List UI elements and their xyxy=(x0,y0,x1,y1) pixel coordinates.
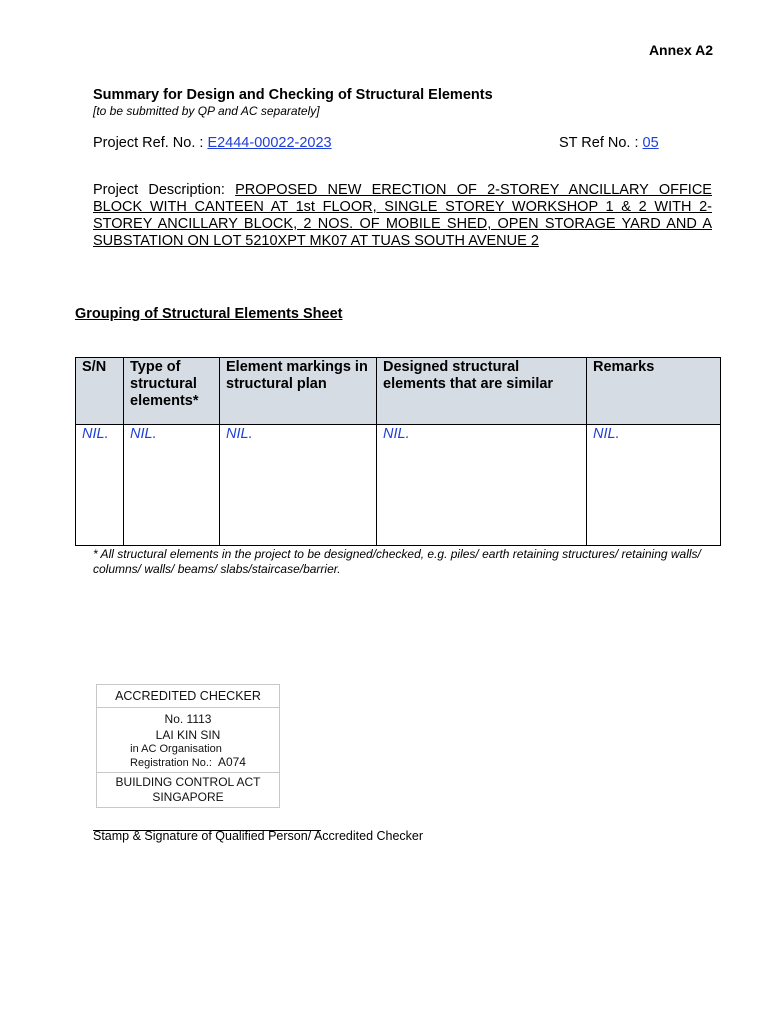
stamp-number: No. 1113 xyxy=(164,712,212,726)
project-description xyxy=(93,182,712,250)
structural-elements-table xyxy=(75,357,721,546)
stamp-body xyxy=(97,708,279,773)
document-title: Summary for Design and Checking of Structural Elements xyxy=(93,87,493,103)
stamp-header: ACCREDITED CHECKER xyxy=(97,685,279,708)
project-ref-line xyxy=(93,135,332,151)
stamp-footer-line2: SINGAPORE xyxy=(152,790,224,804)
header-remarks: Remarks xyxy=(587,358,721,425)
table-header-row xyxy=(76,358,721,425)
st-ref-label: ST Ref No. : xyxy=(559,135,643,151)
stamp-registration xyxy=(97,756,279,770)
stamp-footer xyxy=(97,773,279,807)
table-row xyxy=(76,425,721,546)
stamp-footer-line1: BUILDING CONTROL ACT xyxy=(115,775,261,789)
header-markings: Element markings in structural plan xyxy=(220,358,377,425)
cell-similar: NIL. xyxy=(377,425,587,546)
stamp-reg-label: Registration No.: xyxy=(130,757,212,769)
cell-markings: NIL. xyxy=(220,425,377,546)
st-ref-link[interactable]: 05 xyxy=(642,135,659,151)
signature-label: Stamp & Signature of Qualified Person/ Accredited Checker xyxy=(93,829,424,843)
project-description-value: PROPOSED NEW ERECTION OF 2-STOREY ANCILLARY OFFICE BLOCK WITH CANTEEN AT 1st FLOOR, SINGLE STOREY WORKSHOP 1 & 2 WITH 2-STOREY ANCILLARY BLOCK, 2 NOS. OF MOBILE SHED, OPEN STORAGE YARD AND A SUBSTATION ON LOT 5210XPT MK07 AT TUAS SOUTH AVENUE 2 xyxy=(93,182,712,249)
project-ref-label: Project Ref. No. : xyxy=(93,135,208,151)
cell-remarks: NIL. xyxy=(587,425,721,546)
accredited-checker-stamp xyxy=(96,684,280,808)
project-ref-link[interactable]: E2444-00022-2023 xyxy=(207,135,332,151)
header-sn: S/N xyxy=(76,358,124,425)
cell-sn: NIL. xyxy=(76,425,124,546)
stamp-reg-value: A074 xyxy=(217,755,246,769)
header-similar: Designed structural elements that are similar xyxy=(377,358,587,425)
section-heading: Grouping of Structural Elements Sheet xyxy=(75,306,343,322)
stamp-org-line: in AC Organisation xyxy=(130,743,222,755)
project-description-label: Project Description: xyxy=(93,182,236,198)
table-footnote: * All structural elements in the project to be designed/checked, e.g. piles/ earth retaining structures/ retaining walls/ columns/ walls/ beams/ slabs/staircase/barrier. xyxy=(93,547,701,576)
st-ref-line xyxy=(559,135,659,151)
header-type: Type of structural elements* xyxy=(124,358,220,425)
cell-type: NIL. xyxy=(124,425,220,546)
annex-label: Annex A2 xyxy=(648,42,713,58)
stamp-name: LAI KIN SIN xyxy=(155,728,221,742)
document-subtitle: [to be submitted by QP and AC separately] xyxy=(93,104,320,118)
